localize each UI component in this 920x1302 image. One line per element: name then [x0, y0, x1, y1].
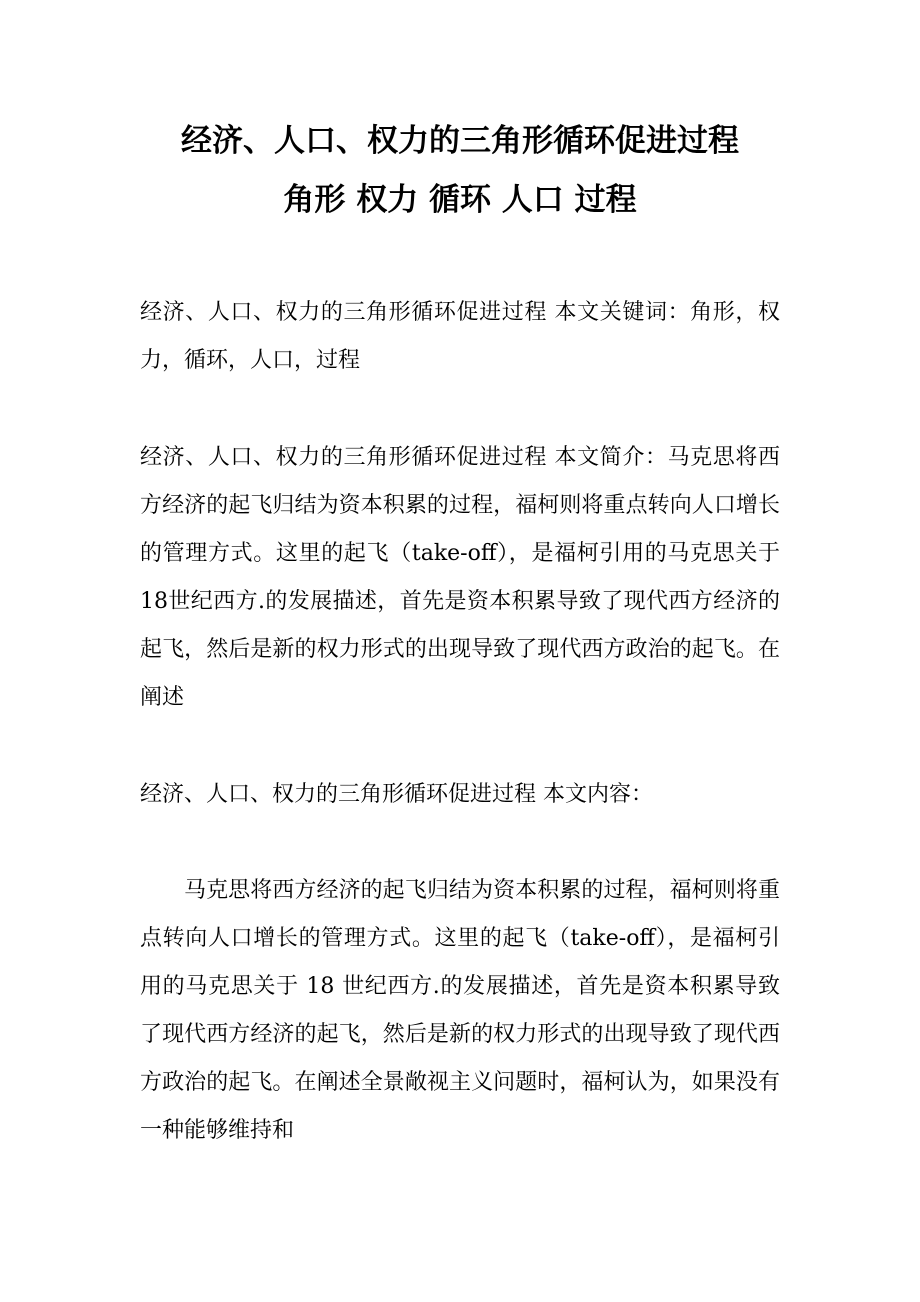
summary-paragraph: 经济、人口、权力的三角形循环促进过程 本文简介：马克思将西方经济的起飞归结为资本积累的过程，福柯则将重点转向人口增长的管理方式。这里的起飞（take-off），是福柯引用的马克思关于18世纪西方.的发展描述，首先是资本积累导致了现代西方经济的起飞，然后是新的权力形式的出现导致了现代西方政治的起飞。在阐述	[140, 445, 780, 710]
document-title-line-2: 角形 权力 循环 人口 过程	[283, 182, 637, 218]
keywords-paragraph: 经济、人口、权力的三角形循环促进过程 本文关键词：角形，权力，循环，人口，过程	[140, 300, 780, 373]
body-paragraph: 马克思将西方经济的起飞归结为资本积累的过程，福柯则将重点转向人口增长的管理方式。这里的起飞（take-off），是福柯引用的马克思关于 18 世纪西方.的发展描述，首先是资本积累导致了现代西方经济的起飞，然后是新的权力形式的出现导致了现代西方政治的起飞。在阐述全景敞视主义问题时，福柯认为，如果没有一种能够维持和	[140, 878, 780, 1143]
document-title-line-1: 经济、人口、权力的三角形循环促进过程	[181, 123, 739, 159]
content-label: 经济、人口、权力的三角形循环促进过程 本文内容：	[140, 782, 653, 807]
